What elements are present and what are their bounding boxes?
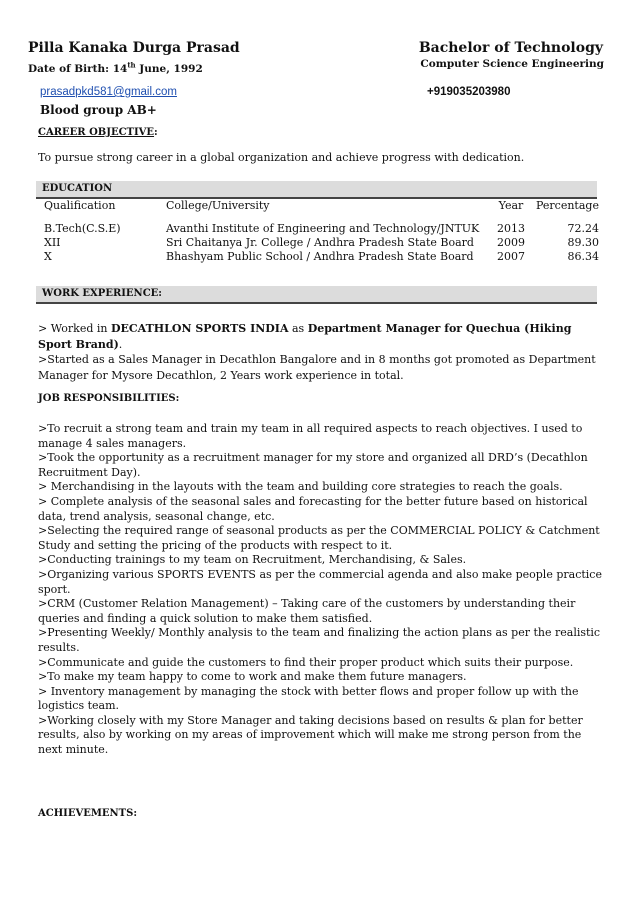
date-of-birth xyxy=(28,60,203,75)
list-item: >Working closely with my Store Manager and taking decisions based on results & plan for better results, also by working on my areas of improvement which will make me strong person from the next minute. xyxy=(38,713,583,757)
college-cell: Avanthi Institute of Engineering and Technology/JNTUK xyxy=(166,221,480,235)
dob-rest: June, 1992 xyxy=(139,63,203,75)
list-item: >To make my team happy to come to work and make them future managers. xyxy=(38,670,467,684)
list-item: > Complete analysis of the seasonal sales and forecasting for the better future based on historical data, trend analysis, seasonal change, etc. xyxy=(38,494,588,523)
qualification-cell: XII xyxy=(44,235,61,249)
qualification-cell: B.Tech(C.S.E) xyxy=(44,221,121,235)
list-item: >Selecting the required range of seasonal products as per the COMMERCIAL POLICY & Catchment Study and setting the pricing of the products with respect to it. xyxy=(38,524,600,552)
year-cell: 2013 xyxy=(497,221,525,235)
candidate-name: Pilla Kanaka Durga Prasad xyxy=(28,40,240,56)
year-cell: 2009 xyxy=(497,235,525,249)
percentage-cell: 72.24 xyxy=(567,221,599,235)
work-experience-heading: WORK EXPERIENCE: xyxy=(42,288,162,299)
dob-suffix: th xyxy=(127,60,136,70)
column-year: Year xyxy=(498,199,524,212)
work-text: . xyxy=(118,337,123,351)
email-link[interactable]: prasadpkd581@gmail.com xyxy=(40,86,177,98)
work-experience-body xyxy=(38,321,603,383)
education-row xyxy=(44,249,599,263)
list-item: > Merchandising in the layouts with the team and building core strategies to reach the goals. xyxy=(38,480,563,494)
list-item: >CRM (Customer Relation Management) – Taking care of the customers by understanding their queries and finding a quick solution to make them satisfied. xyxy=(38,597,576,625)
list-item: > Inventory management by managing the stock with better flows and proper follow up with the logistics team. xyxy=(38,684,579,713)
work-experience-line xyxy=(38,321,603,352)
college-cell: Bhashyam Public School / Andhra Pradesh State Board xyxy=(166,249,474,263)
year-cell: 2007 xyxy=(497,249,525,263)
achievements-heading: ACHIEVEMENTS: xyxy=(38,808,138,819)
phone-number: +919035203980 xyxy=(427,86,511,98)
dob-day: 14 xyxy=(112,63,128,75)
work-text: as xyxy=(288,322,308,335)
job-responsibilities-list xyxy=(38,422,608,758)
list-item: >Took the opportunity as a recruitment manager for my store and organized all DRD’s (Decathlon Recruitment Day). xyxy=(38,451,588,479)
degree-branch: Computer Science Engineering xyxy=(420,58,604,70)
column-college: College/University xyxy=(166,199,270,212)
list-item: >Organizing various SPORTS EVENTS as per the commercial agenda and also make people practice sport. xyxy=(38,567,602,596)
education-header-row xyxy=(44,199,599,221)
blood-group: Blood group AB+ xyxy=(40,103,157,117)
career-objective-colon: : xyxy=(154,127,158,138)
education-heading-bar xyxy=(36,181,597,199)
percentage-cell: 86.34 xyxy=(567,249,599,263)
column-percentage: Percentage xyxy=(536,199,599,212)
list-item: >Communicate and guide the customers to find their proper product which suits their purpose. xyxy=(38,655,574,669)
qualification-cell: X xyxy=(44,249,52,263)
work-text: > Worked in xyxy=(38,322,111,335)
education-row xyxy=(44,235,599,249)
column-qualification: Qualification xyxy=(44,199,116,212)
education-row xyxy=(44,221,599,235)
college-cell: Sri Chaitanya Jr. College / Andhra Pradesh State Board xyxy=(166,235,474,249)
education-heading: EDUCATION xyxy=(42,183,113,194)
education-table xyxy=(44,199,599,263)
percentage-cell: 89.30 xyxy=(567,235,599,249)
company-name: DECATHLON SPORTS INDIA xyxy=(110,322,289,335)
career-objective-text: To pursue strong career in a global organization and achieve progress with dedication. xyxy=(38,151,525,164)
dob-label: Date of Birth: xyxy=(28,63,110,75)
role-title: Department Manager for Quechua (Hiking Sport Brand) xyxy=(38,322,572,351)
list-item: >Presenting Weekly/ Monthly analysis to the team and finalizing the action plans as per the realistic results. xyxy=(38,626,601,654)
list-item: >To recruit a strong team and train my team in all required aspects to reach objectives. I used to manage 4 sales managers. xyxy=(38,422,583,450)
degree-title: Bachelor of Technology xyxy=(418,40,603,56)
work-experience-heading-bar xyxy=(36,286,597,304)
job-responsibilities-heading: JOB RESPONSIBILITIES: xyxy=(38,393,180,404)
work-experience-line: >Started as a Sales Manager in Decathlon Bangalore and in 8 months got promoted as Department Manager for Mysore Decathlon, 2 Years work experience in total. xyxy=(38,353,596,382)
career-objective-heading xyxy=(38,127,158,138)
career-objective-heading-text: CAREER OBJECTIVE xyxy=(38,127,155,138)
list-item: >Conducting trainings to my team on Recruitment, Merchandising, & Sales. xyxy=(38,553,467,567)
